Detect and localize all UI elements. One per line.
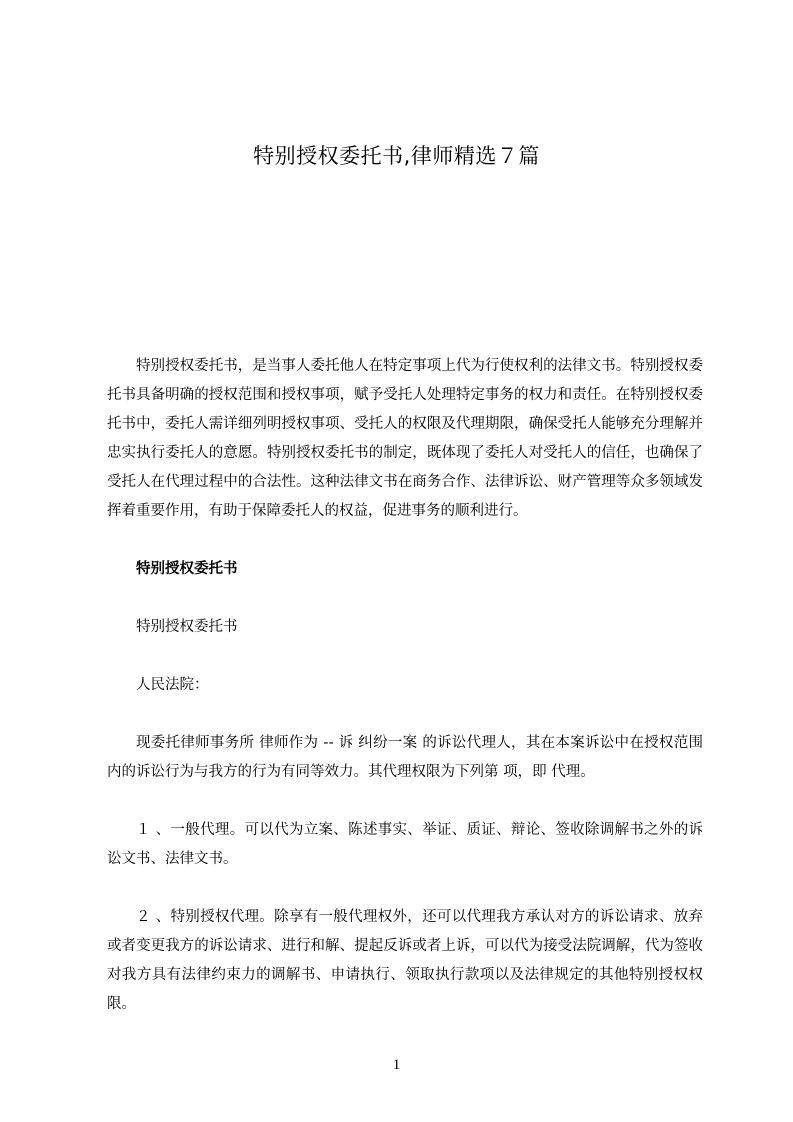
- section-heading: 特别授权委托书: [136, 561, 238, 577]
- document-body: [107, 352, 703, 1019]
- paragraph-gap: [107, 874, 703, 903]
- addressee-line: 人民法院：: [136, 677, 209, 693]
- intro-paragraph: 特别授权委托书，是当事人委托他人在特定事项上代为行使权利的法律文书。特别授权委托书具备明确的授权范围和授权事项，赋予受托人处理特定事务的权力和责任。在特别授权委托书中，委托人需详细列明授权事项、受托人的权限及代理期限，确保受托人能够充分理解并忠实执行委托人的意愿。特别授权委托书的制定，既体现了委托人对受托人的信任，也确保了受托人在代理过程中的合法性。这种法律文书在商务合作、法律诉讼、财产管理等众多领域发挥着重要作用，有助于保障委托人的权益，促进事务的顺利进行。: [107, 358, 703, 519]
- page-number: 1: [392, 1057, 401, 1073]
- paragraph-gap: [107, 787, 703, 816]
- paragraph-gap: [107, 700, 703, 729]
- general-agency-item: １ 、一般代理。可以代为立案、陈述事实、举证、质证、辩论、签收除调解书之外的诉讼文书、法律文书。: [107, 822, 703, 867]
- entrust-paragraph: 现委托律师事务所 律师作为 -- 诉 纠纷一案 的诉讼代理人，其在本案诉讼中在授权范围内的诉讼行为与我方的行为有同等效力。其代理权限为下列第 项，即 代理。: [107, 735, 703, 780]
- document-subtitle: 特别授权委托书: [136, 619, 238, 635]
- paragraph-gap: [107, 584, 703, 613]
- paragraph-gap: [107, 642, 703, 671]
- paragraph-gap: [107, 526, 703, 555]
- special-agency-item: ２ 、特别授权代理。除享有一般代理权外，还可以代理我方承认对方的诉讼请求、放弃或者变更我方的诉讼请求、进行和解、提起反诉或者上诉，可以代为接受法院调解，代为签收对我方具有法律约束力的调解书、申请执行、领取执行款项以及法律规定的其他特别授权权限。: [107, 909, 703, 1012]
- document-title: 特别授权委托书,律师精选７篇: [253, 144, 540, 168]
